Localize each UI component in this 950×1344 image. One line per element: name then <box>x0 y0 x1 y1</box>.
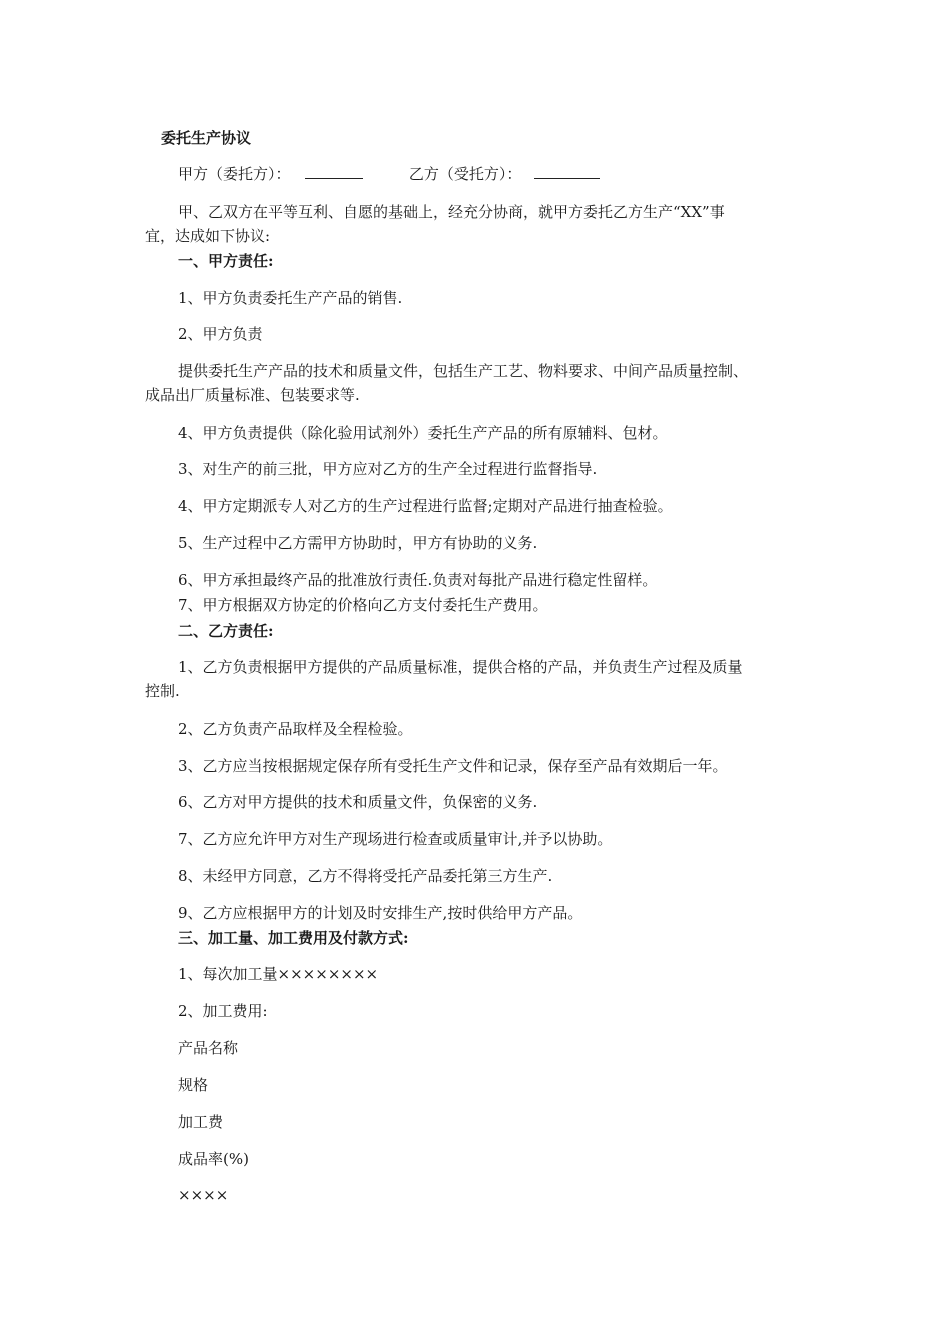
section3-item: 加工费 <box>178 1113 224 1131</box>
intro-line-2: 宜，达成如下协议: <box>145 227 271 245</box>
section3-item: 1、每次加工量×××××××× <box>178 965 379 983</box>
party-a-label: 甲方（委托方）： <box>178 165 291 183</box>
section1-item: 4、甲方定期派专人对乙方的生产过程进行监督;定期对产品进行抽查检验。 <box>178 497 673 515</box>
intro-line-1: 甲、乙双方在平等互利、自愿的基础上，经充分协商，就甲方委托乙方生产“XX”事 <box>178 203 725 221</box>
section3-heading: 三、加工量、加工费用及付款方式: <box>178 929 409 947</box>
section1-item: 3、对生产的前三批，甲方应对乙方的生产全过程进行监督指导. <box>178 460 598 478</box>
section1-item: 7、甲方根据双方协定的价格向乙方支付委托生产费用。 <box>178 596 548 614</box>
section1-paragraph <box>145 359 815 407</box>
section1-para-line-1: 提供委托生产产品的技术和质量文件，包括生产工艺、物料要求、中间产品质量控制、 <box>178 362 749 380</box>
section2-item: 2、乙方负责产品取样及全程检验。 <box>178 720 413 738</box>
section2-heading: 二、乙方责任: <box>178 622 274 640</box>
section2-item: 8、未经甲方同意，乙方不得将受托产品委托第三方生产. <box>178 867 553 885</box>
section3-item: 规格 <box>178 1076 209 1094</box>
section2-item: 6、乙方对甲方提供的技术和质量文件，负保密的义务. <box>178 793 538 811</box>
section1-item: 4、甲方负责提供（除化验用试剂外）委托生产产品的所有原辅料、包材。 <box>178 424 668 442</box>
section2-item1-line-1: 1、乙方负责根据甲方提供的产品质量标准，提供合格的产品，并负责生产过程及质量 <box>178 658 743 676</box>
party-b-label: 乙方（受托方）： <box>408 165 522 183</box>
party-a-blank <box>305 164 363 179</box>
section1-heading: 一、甲方责任: <box>178 252 274 270</box>
section1-item: 5、生产过程中乙方需甲方协助时，甲方有协助的义务. <box>178 534 538 552</box>
section1-para-line-2: 成品出厂质量标准、包装要求等. <box>145 386 360 404</box>
section3-item: 产品名称 <box>178 1039 239 1057</box>
section3-item: 成品率(%) <box>178 1150 249 1168</box>
document-title: 委托生产协议 <box>161 129 252 147</box>
party-b-blank <box>534 164 600 179</box>
section3-item: ×××× <box>178 1186 229 1204</box>
parties-line <box>178 162 848 186</box>
section2-item: 9、乙方应根据甲方的计划及时安排生产,按时供给甲方产品。 <box>178 904 583 922</box>
section1-item: 6、甲方承担最终产品的批准放行责任.负责对每批产品进行稳定性留样。 <box>178 571 658 589</box>
section2-item1-paragraph <box>145 655 815 703</box>
section2-item: 7、乙方应允许甲方对生产现场进行检查或质量审计,并予以协助。 <box>178 830 613 848</box>
section2-item: 3、乙方应当按根据规定保存所有受托生产文件和记录，保存至产品有效期后一年。 <box>178 757 728 775</box>
section1-item: 1、甲方负责委托生产产品的销售. <box>178 289 403 307</box>
section1-item: 2、甲方负责 <box>178 325 263 343</box>
section3-item: 2、加工费用: <box>178 1002 268 1020</box>
section2-item1-line-2: 控制. <box>145 682 180 700</box>
intro-paragraph <box>145 200 815 248</box>
